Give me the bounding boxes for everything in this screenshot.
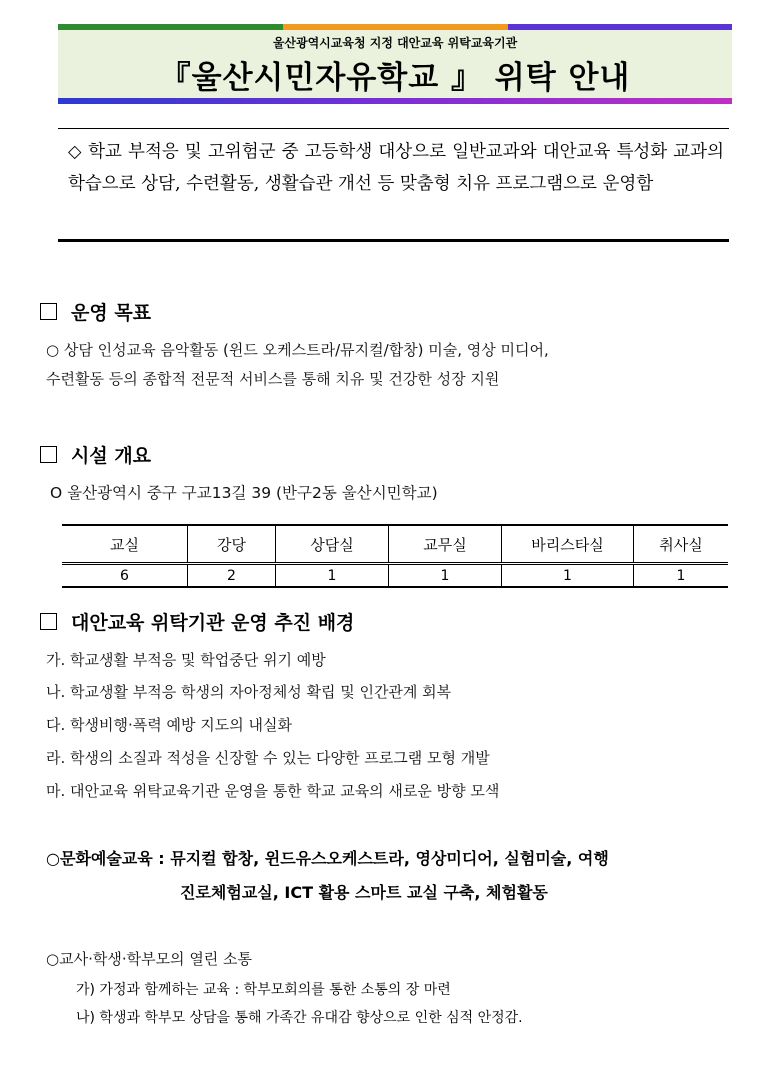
background-item: 나. 학교생활 부적응 학생의 자아정체성 확립 및 인간관계 회복 — [46, 683, 452, 701]
summary-text: ◇ 학교 부적응 및 고위험군 중 고등학생 대상으로 일반교과와 대안교육 특성화 교과의 학습으로 상담, 수련활동, 생활습관 개선 등 맞춤형 치유 프로그램으로 운영함 — [68, 142, 724, 194]
header-subtitle: 울산광역시교육청 지정 대안교육 위탁교육기관 — [272, 36, 518, 50]
goal-line-2: 수련활동 등의 종합적 전문적 서비스를 통해 치유 및 건강한 성장 지원 — [46, 370, 500, 388]
facility-col-header: 강당 — [188, 525, 276, 564]
page-title: 『울산시민자유학교 』 위탁 안내 — [159, 60, 631, 96]
facility-value-cell: 1 — [276, 564, 389, 588]
checkbox-square-icon — [40, 613, 57, 630]
facility-col-header: 바리스타실 — [502, 525, 634, 564]
arts-line-1: ○문화예술교육 : 뮤지컬 합창, 윈드유스오케스트라, 영상미디어, 실험미술, 여행 — [46, 849, 609, 868]
background-item: 라. 학생의 소질과 적성을 신장할 수 있는 다양한 프로그램 모형 개발 — [46, 749, 490, 767]
background-item: 가. 학교생활 부적응 및 학업중단 위기 예방 — [46, 651, 326, 669]
facility-section-heading — [40, 441, 151, 468]
goal-heading-text: 운영 목표 — [71, 302, 152, 324]
background-item: 다. 학생비행·폭력 예방 지도의 내실화 — [46, 716, 292, 734]
facility-value-cell: 6 — [62, 564, 188, 588]
facility-value-cell: 1 — [389, 564, 502, 588]
background-heading-text: 대안교육 위탁기관 운영 추진 배경 — [71, 612, 355, 634]
facility-value-cell: 1 — [634, 564, 729, 588]
facility-value-cell: 2 — [188, 564, 276, 588]
facility-value-row — [62, 564, 728, 588]
header-bottom-bar — [58, 98, 732, 104]
checkbox-square-icon — [40, 303, 57, 320]
facility-col-header: 교실 — [62, 525, 188, 564]
facility-col-header: 상담실 — [276, 525, 389, 564]
checkbox-square-icon — [40, 446, 57, 463]
facility-table — [62, 524, 728, 588]
facility-col-header: 취사실 — [634, 525, 729, 564]
communication-item-1: 가) 가정과 함께하는 교육 : 학부모회의를 통한 소통의 장 마련 — [76, 982, 451, 998]
communication-heading: ○교사·학생·학부모의 열린 소통 — [46, 950, 253, 968]
facility-address: O 울산광역시 중구 구교13길 39 (반구2동 울산시민학교) — [50, 484, 438, 502]
facility-heading-text: 시설 개요 — [71, 445, 152, 467]
facility-value-cell: 1 — [502, 564, 634, 588]
arts-line-2: 진로체험교실, ICT 활용 스마트 교실 구축, 체험활동 — [180, 883, 548, 902]
facility-col-header: 교무실 — [389, 525, 502, 564]
facility-header-row — [62, 525, 728, 564]
background-item: 마. 대안교육 위탁교육기관 운영을 통한 학교 교육의 새로운 방향 모색 — [46, 782, 500, 800]
communication-item-2: 나) 학생과 학부모 상담을 통해 가족간 유대감 향상으로 인한 심적 안정감. — [76, 1010, 523, 1026]
background-section-heading — [40, 608, 354, 635]
goal-section-heading — [40, 298, 151, 325]
goal-line-1: ○ 상담 인성교육 음악활동 (윈드 오케스트라/뮤지컬/합창) 미술, 영상 미디어, — [46, 341, 549, 359]
